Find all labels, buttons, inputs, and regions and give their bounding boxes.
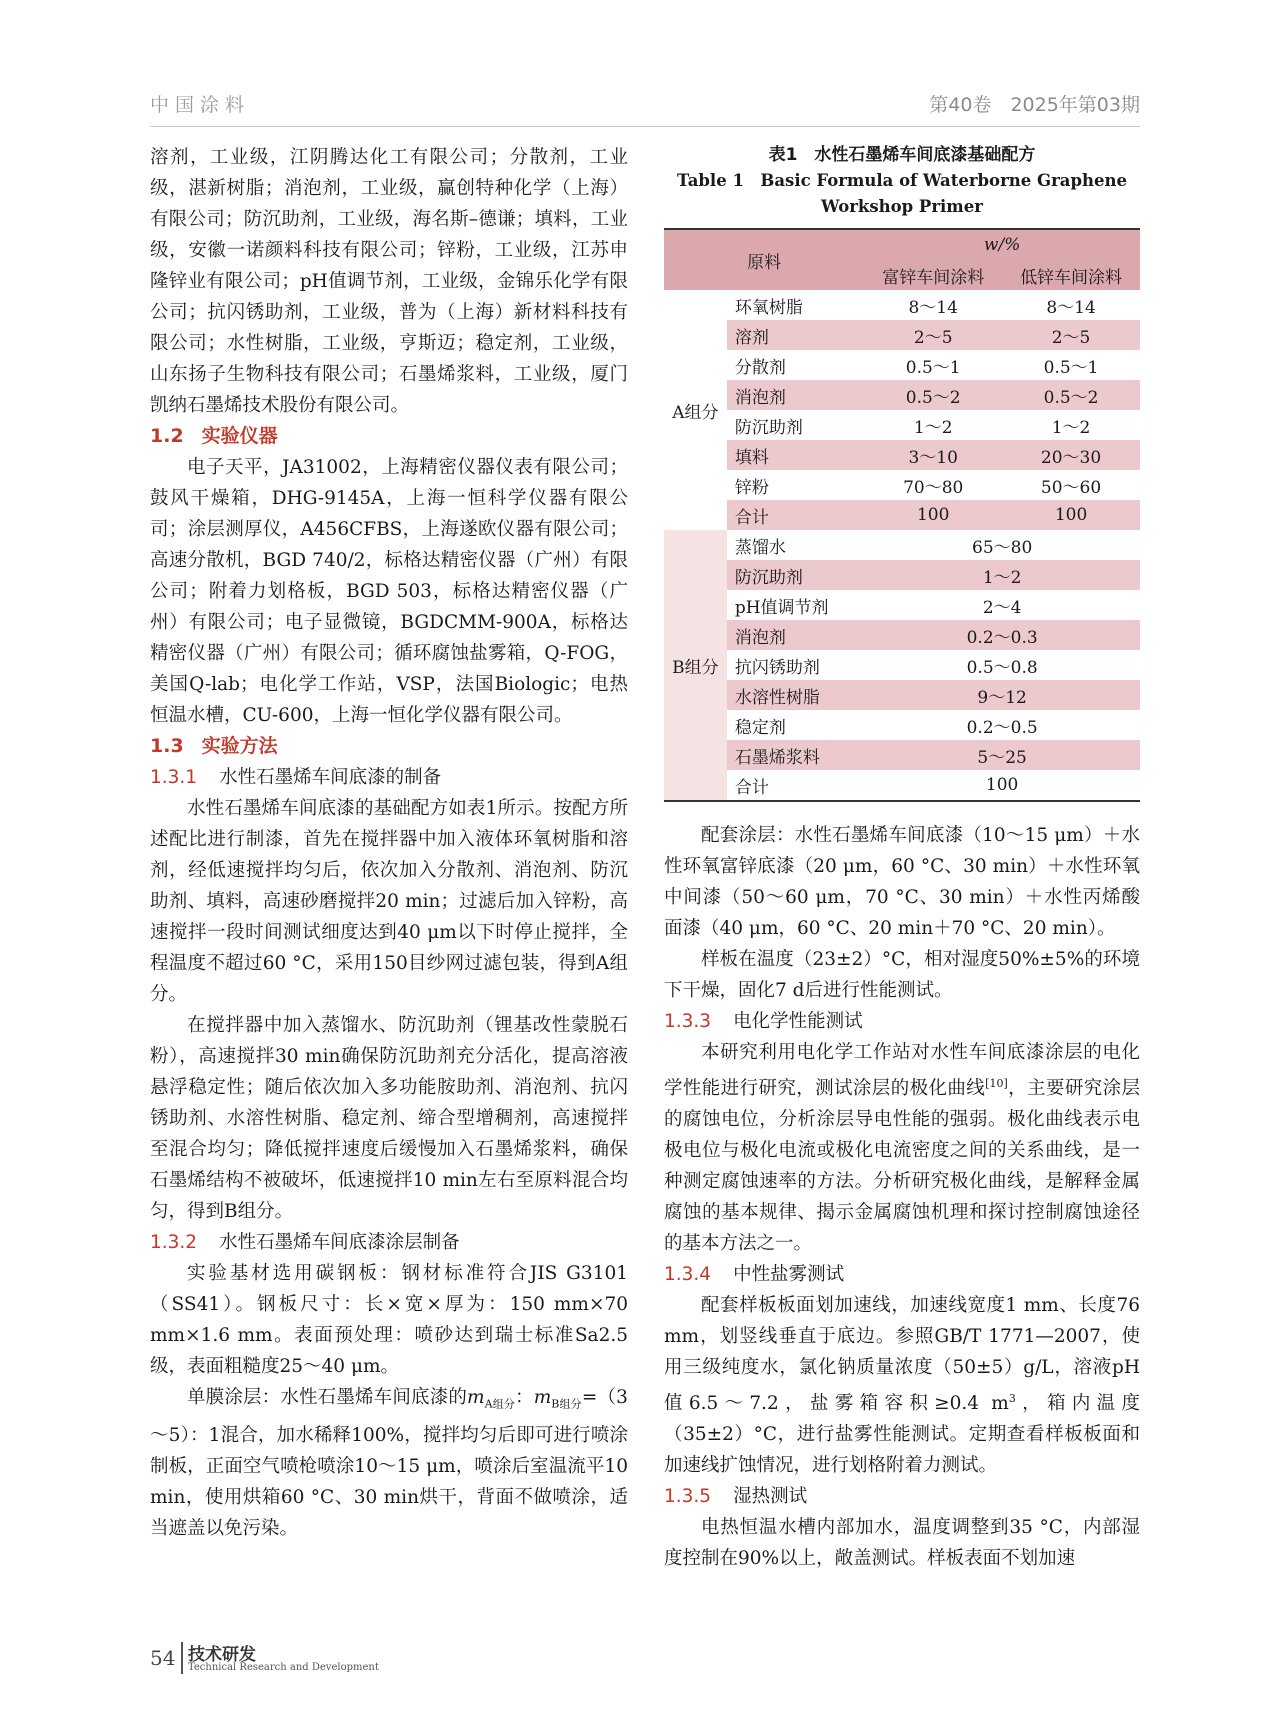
rich-zinc-cell: 0.5～1: [864, 350, 1002, 380]
value-cell: 5～25: [864, 740, 1140, 770]
material-cell: 溶剂: [727, 320, 864, 350]
value-cell: 65～80: [864, 530, 1140, 560]
header-rich-zinc: 富锌车间涂料: [864, 260, 1002, 290]
table-row: [664, 290, 1140, 320]
text-run: 本研究利用电化学工作站对水性车间底漆涂层的电化学性能进行研究，测试涂层的极化曲线: [664, 1042, 1140, 1100]
text-run: =（3～5）：1混合，加水稀释100%，搅拌均匀后即可进行喷涂制板，正面空气喷枪喷涂10～15 μm，喷涂后室温流平10 min，使用烘箱60 °C、30 min烘干，背面不做喷涂，适当遮盖以免污染。: [150, 1387, 628, 1539]
subsection-number: 1.3.4: [664, 1264, 712, 1286]
material-cell: 防沉助剂: [727, 560, 864, 590]
preparation-b-paragraph: 在搅拌器中加入蒸馏水、防沉助剂（锂基改性蒙脱石粉），高速搅拌30 min确保防沉助剂充分活化，提高溶液悬浮稳定性；随后依次加入多功能胺助剂、消泡剂、抗闪锈助剂、水溶性树脂、稳定剂、缔合型增稠剂，高速搅拌至混合均匀；降低搅拌速度后缓慢加入石墨烯浆料，确保石墨烯结构不被破坏，低速搅拌10 min左右至原料混合均匀，得到B组分。: [150, 1015, 628, 1222]
text-run: ：: [515, 1387, 534, 1408]
low-zinc-cell: 0.5～2: [1002, 380, 1140, 410]
value-cell: 100: [864, 770, 1140, 801]
material-cell: 稳定剂: [727, 710, 864, 740]
value-cell: 0.2～0.5: [864, 710, 1140, 740]
table-caption-en: Table 1 Basic Formula of Waterborne Graphene Workshop Primer: [677, 171, 1127, 216]
low-zinc-cell: 0.5～1: [1002, 350, 1140, 380]
page-header: [150, 86, 1140, 127]
issue-info: 第40卷 2025年第03期: [929, 94, 1140, 116]
electrochemical-paragraph: [664, 1037, 1140, 1259]
section-1-3-4-heading: [664, 1259, 1140, 1290]
table-row: [664, 440, 1140, 470]
table-row: [664, 710, 1140, 740]
section-1-3-heading: [150, 731, 628, 762]
material-cell: 填料: [727, 440, 864, 470]
low-zinc-cell: 8～14: [1002, 290, 1140, 320]
low-zinc-cell: 50～60: [1002, 470, 1140, 500]
subsection-title: 电化学性能测试: [733, 1011, 863, 1032]
subscript-a: A组分: [484, 1397, 516, 1411]
section-1-3-1-heading: [150, 762, 628, 793]
text-run: ，主要研究涂层的腐蚀电位，分析涂层导电性能的强弱。极化曲线表示电极电位与极化电流或极化电流密度之间的关系曲线，是一种测定腐蚀速率的方法。分析研究极化曲线，是解释金属腐蚀的基本规律、揭示金属腐蚀机理和探讨控制腐蚀途径的基本方法之一。: [664, 1078, 1140, 1255]
materials-paragraph: 溶剂，工业级，江阴腾达化工有限公司；分散剂，工业级，湛新树脂；消泡剂，工业级，赢创特种化学（上海）有限公司；防沉助剂，工业级，海名斯–德谦；填料，工业级，安徽一诺颜料科技有限公司；锌粉，工业级，江苏申隆锌业有限公司；pH值调节剂，工业级，金锦乐化学有限公司；抗闪锈助剂，工业级，普为（上海）新材料科技有限公司；水性树脂，工业级，亨斯迈；稳定剂，工业级，山东扬子生物科技有限公司；石墨烯浆料，工业级，厦门凯纳石墨烯技术股份有限公司。: [150, 147, 628, 416]
table-row: [664, 770, 1140, 801]
table-row: [664, 350, 1140, 380]
subsection-title: 水性石墨烯车间底漆涂层制备: [219, 1232, 460, 1253]
material-cell: 环氧树脂: [727, 290, 864, 320]
table-row: [664, 560, 1140, 590]
subscript-b: B组分: [551, 1397, 582, 1411]
section-1-3-2-heading: [150, 1227, 628, 1258]
material-cell: 防沉助剂: [727, 410, 864, 440]
instruments-paragraph: 电子天平，JA31002，上海精密仪器仪表有限公司；鼓风干燥箱，DHG-9145A，上海一恒科学仪器有限公司；涂层测厚仪，A456CFBS，上海遂欧仪器有限公司；高速分散机，BGD 740/2，标格达精密仪器（广州）有限公司；附着力划格板，BGD 503，标格达精密仪器（广州）有限公司；电子显微镜，BGDCMM-900A，标格达精密仪器（广州）有限公司；循环腐蚀盐雾箱，Q-FOG，美国Q-lab；电化学工作站，VSP，法国Biologic；电热恒温水槽，CU-600，上海一恒化学仪器有限公司。: [150, 457, 628, 726]
rich-zinc-cell: 3～10: [864, 440, 1002, 470]
preparation-a-paragraph: 水性石墨烯车间底漆的基础配方如表1所示。按配方所述配比进行制漆，首先在搅拌器中加入液体环氧树脂和溶剂，经低速搅拌均匀后，依次加入分散剂、消泡剂、防沉助剂、填料，高速砂磨搅拌20 min；过滤后加入锌粉，高速搅拌一段时间测试细度达到40 μm以下时停止搅拌，全程温度不超过60 °C，采用150目纱网过滤包装，得到A组分。: [150, 798, 628, 1005]
section-title: 实验仪器: [201, 425, 278, 447]
section-1-3-3-heading: [664, 1006, 1140, 1037]
material-cell: 蒸馏水: [727, 530, 864, 560]
section-number: 1.3: [150, 735, 184, 757]
table-caption-cn: 表1 水性石墨烯车间底漆基础配方: [768, 145, 1036, 165]
left-column: [150, 142, 628, 1544]
material-cell: 分散剂: [727, 350, 864, 380]
journal-name: 中国涂料: [150, 94, 251, 116]
material-cell: 合计: [727, 500, 864, 530]
material-cell: 抗闪锈助剂: [727, 650, 864, 680]
table-row: [664, 620, 1140, 650]
text-run: ，箱内温度（35±2）°C，进行盐雾性能测试。定期查看样板板面和加速线扩蚀情况，进行划格附着力测试。: [664, 1393, 1140, 1477]
reference-citation: [10]: [985, 1077, 1008, 1090]
material-cell: 合计: [727, 770, 864, 801]
subsection-number: 1.3.5: [664, 1486, 712, 1508]
material-cell: pH值调节剂: [727, 590, 864, 620]
table-row: [664, 470, 1140, 500]
single-coat-paragraph: [150, 1382, 628, 1544]
rich-zinc-cell: 0.5～2: [864, 380, 1002, 410]
table-row: [664, 380, 1140, 410]
rich-zinc-cell: 8～14: [864, 290, 1002, 320]
table-row: [664, 650, 1140, 680]
section-number: 1.2: [150, 425, 184, 447]
material-cell: 石墨烯浆料: [727, 740, 864, 770]
table-row: [664, 530, 1140, 560]
humidity-paragraph: 电热恒温水槽内部加水，温度调整到35 °C，内部湿度控制在90%以上，敞盖测试。样板表面不划加速: [664, 1517, 1140, 1570]
rich-zinc-cell: 100: [864, 500, 1002, 530]
table-row: [664, 410, 1140, 440]
subsection-number: 1.3.2: [150, 1232, 198, 1253]
low-zinc-cell: 100: [1002, 500, 1140, 530]
subsection-title: 湿热测试: [733, 1486, 808, 1508]
salt-spray-paragraph: [664, 1290, 1140, 1481]
symbol-m: m: [467, 1387, 485, 1408]
material-cell: 锌粉: [727, 470, 864, 500]
section-1-3-5-heading: [664, 1481, 1140, 1512]
section-name: 技术研发: [188, 1645, 256, 1665]
rich-zinc-cell: 70～80: [864, 470, 1002, 500]
header-material: 原料: [664, 229, 864, 290]
group-b-label: B组分: [664, 530, 727, 801]
table-row: [664, 740, 1140, 770]
header-low-zinc: 低锌车间涂料: [1002, 260, 1140, 290]
subsection-number: 1.3.3: [664, 1011, 712, 1032]
superscript-3: 3: [1008, 1392, 1016, 1406]
section-name-en: Technical Research and Development: [188, 1662, 379, 1673]
symbol-m: m: [533, 1387, 552, 1408]
value-cell: 0.2～0.3: [864, 620, 1140, 650]
subsection-number: 1.3.1: [150, 767, 198, 788]
table-body-b: [664, 530, 1140, 801]
table-body-a: [664, 290, 1140, 530]
value-cell: 1～2: [864, 560, 1140, 590]
page-number: 54: [150, 1646, 176, 1670]
table-row: [664, 320, 1140, 350]
subsection-title: 中性盐雾测试: [733, 1264, 845, 1286]
header-w: [864, 229, 1140, 260]
text-run: 单膜涂层：水性石墨烯车间底漆的: [187, 1387, 468, 1408]
table-row: [664, 500, 1140, 530]
table-row: [664, 680, 1140, 710]
low-zinc-cell: 20～30: [1002, 440, 1140, 470]
low-zinc-cell: 2～5: [1002, 320, 1140, 350]
formula-table: [664, 228, 1140, 802]
section-1-2-heading: [150, 421, 628, 452]
material-cell: 水溶性树脂: [727, 680, 864, 710]
footer-divider: [181, 1642, 183, 1674]
rich-zinc-cell: 2～5: [864, 320, 1002, 350]
value-cell: 0.5～0.8: [864, 650, 1140, 680]
material-cell: 消泡剂: [727, 380, 864, 410]
text-run: 配套样板板面划加速线，加速线宽度1 mm、长度76 mm，划竖线垂直于底边。参照GB/T 1771—2007，使用三级纯度水，氯化钠质量浓度（50±5）g/L，溶液pH值6.5～7.2，盐雾箱容积≥0.4 m: [664, 1295, 1140, 1415]
subsection-title: 水性石墨烯车间底漆的制备: [219, 767, 442, 788]
section-title: 实验方法: [201, 735, 278, 757]
w-symbol: w/%: [983, 235, 1021, 255]
rich-zinc-cell: 1～2: [864, 410, 1002, 440]
value-cell: 2～4: [864, 590, 1140, 620]
right-column: [664, 142, 1140, 1574]
cure-paragraph: 样板在温度（23±2）°C，相对湿度50%±5%的环境下干燥，固化7 d后进行性能测试。: [664, 949, 1140, 1001]
substrate-paragraph: 实验基材选用碳钢板：钢材标准符合JIS G3101（SS41）。钢板尺寸：长×宽×厚为：150 mm×70 mm×1.6 mm。表面预处理：喷砂达到瑞士标准Sa2.5级，表面粗糙度25～40 μm。: [150, 1263, 628, 1377]
table-row: [664, 590, 1140, 620]
material-cell: 消泡剂: [727, 620, 864, 650]
matching-coating-paragraph: 配套涂层：水性石墨烯车间底漆（10～15 μm）＋水性环氧富锌底漆（20 μm，60 °C、30 min）＋水性环氧中间漆（50～60 μm，70 °C、30 min）＋水性丙烯酸面漆（40 μm，60 °C、20 min＋70 °C、20 min）。: [664, 825, 1140, 939]
group-a-label: A组分: [664, 290, 727, 530]
value-cell: 9～12: [864, 680, 1140, 710]
low-zinc-cell: 1～2: [1002, 410, 1140, 440]
